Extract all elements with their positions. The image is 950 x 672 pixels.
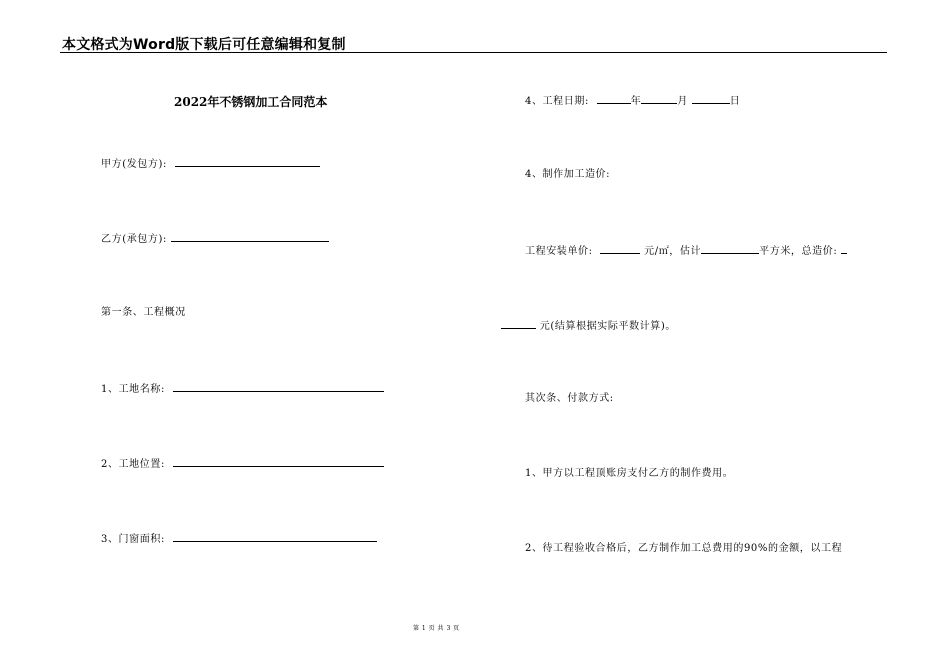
window-area-blank <box>173 531 377 542</box>
total-blank-start <box>841 243 847 254</box>
work-date-line <box>525 93 740 109</box>
year-label: 年 <box>630 96 642 107</box>
site-location-blank <box>173 456 384 467</box>
party-a-line <box>101 156 320 172</box>
month-blank <box>641 93 677 104</box>
unit-price-line <box>525 243 847 259</box>
site-location-line <box>101 456 384 472</box>
unit-price-blank <box>600 243 640 254</box>
page-number: 第 1 页 共 3 页 <box>413 625 460 632</box>
day-blank <box>692 93 730 104</box>
header-title: 本文格式为Word版下载后可任意编辑和复制 <box>62 37 346 53</box>
party-a-label: 甲方(发包方): <box>101 159 167 170</box>
site-name-line <box>101 381 384 397</box>
article-one-heading: 第一条、工程概况 <box>101 307 186 318</box>
unit-price-label: 工程安装单价: <box>525 246 593 257</box>
payment-clause-1: 1、甲方以工程顶账房支付乙方的制作费用。 <box>525 468 734 479</box>
site-name-label: 1、工地名称: <box>101 384 165 395</box>
document-title: 2022年不锈钢加工合同范本 <box>174 95 328 109</box>
payment-clause-2: 2、待工程验收合格后，乙方制作加工总费用的90%的金额，以工程 <box>525 543 843 554</box>
site-name-blank <box>173 381 384 392</box>
article-payment-heading: 其次条、付款方式: <box>525 393 614 404</box>
party-b-blank <box>171 231 329 242</box>
unit-price-unit: 元/㎡，估计 <box>644 246 702 257</box>
total-blank <box>501 318 536 329</box>
header-divider <box>60 52 887 53</box>
window-area-label: 3、门窗面积: <box>101 534 165 545</box>
party-a-blank <box>175 156 320 167</box>
party-b-line <box>101 231 329 247</box>
year-blank <box>597 93 631 104</box>
day-label: 日 <box>729 96 741 107</box>
month-label: 月 <box>677 96 688 107</box>
party-b-label: 乙方(承包方): <box>101 234 167 245</box>
total-note: 元(结算根据实际平数计算)。 <box>539 321 676 332</box>
window-area-line <box>101 531 377 547</box>
cost-heading: 4、制作加工造价: <box>525 169 611 180</box>
area-unit: 平方米，总造价: <box>759 246 838 257</box>
site-location-label: 2、工地位置: <box>101 459 165 470</box>
area-blank <box>701 243 759 254</box>
work-date-label: 4、工程日期: <box>525 96 589 107</box>
total-line <box>501 318 676 334</box>
